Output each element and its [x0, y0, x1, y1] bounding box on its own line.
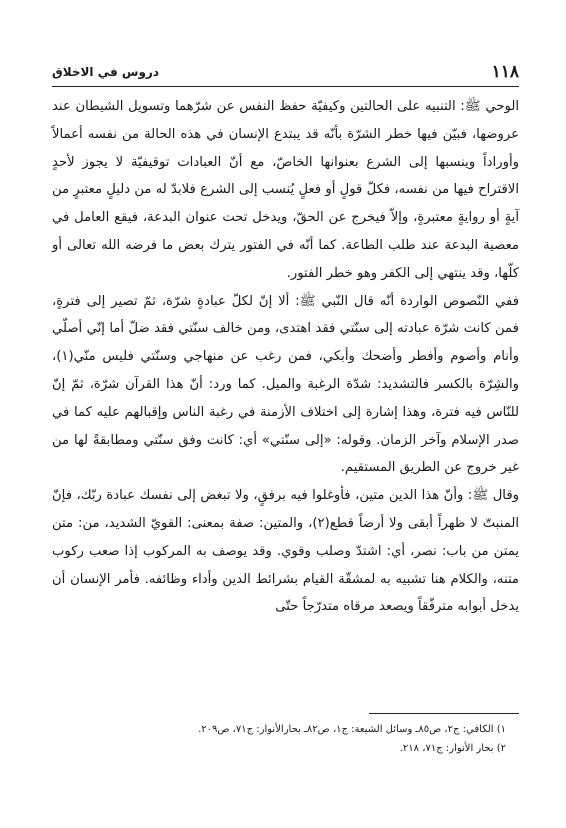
header-divider: [52, 86, 519, 87]
paragraph-3: وقال ﷺ: وأنّ هذا الدين متين، فأوغلوا فيه برفقٍ، ولا تبغض إلى نفسك عبادة ربّك، فإنّ المنبتّ لا ظهراً أبقى ولا أرضاً قطع(٢)، والمتين: صفة بمعنى: القويّ الشديد، من: متن يمتن من باب: نصر، أي: اشتدّ وصلب وقوي. وقد يوصف به المركوب إذا صعب ركوب متنه، والكلام هنا تشبيه به لمشقّة القيام بشرائط الدين وأداء وظائفه. فأمر الإنسان أن يدخل أبوابه مترفّقاً ويصعد مرقاه متدرّجاً حتّى: [52, 488, 520, 615]
footnote-2: ٢) بحار الأنوار: ج٧١، ٢١٨.: [399, 743, 506, 754]
paragraph-1: الوحي ﷺ: التنبيه على الحالتين وكيفيّة حفظ النفس عن شرّهما وتسويل الشيطان عند عروضها، فبيّن فيها خطر الشرّة بأنّه قد يبتدع الإنسان في هذه الحالة من نفسه أعمالاً وأوراداً وينسبها إلى الشرع بعنوانها الخاصّ، مع أنّ العبادات توقيفيّة لا يجوز لأحدٍ الاقتراح فيها من نفسه، فكلّ قولٍ أو فعلٍ يُنسب إلى الشرع فلابدّ له من دليلٍ معتبرٍ من آيةٍ أو روايةٍ معتبرةٍ، وإلاّ فيخرج عن الحقّ، ويدخل تحت عنوان البدعة، فيقع العامل في معصية البدعة عند طلب الطاعة. كما أنّه في الفتور يترك بعض ما فرضه الله تعالى أو كلّها، وقد ينتهي إلى الكفر وهو خطر الفتور.: [52, 99, 519, 281]
page-header: [52, 62, 519, 84]
body-text: [52, 93, 519, 621]
footnote-divider: [369, 713, 519, 714]
page-number: ١١٨: [491, 62, 519, 82]
paragraph-2: ففي النّصوص الواردة أنّه قال النّبي ﷺ: ألا إنّ لكلّ عبادةٍ شرّة، ثمّ تصير إلى فترةٍ، فمن كانت شرّة عبادته إلى سنّتي فقد اهتدى، ومن خالف سنّتي فقد ضلّ أما إنّي أصلّي وأنام وأصوم وأفطر وأضحك وأبكي، فمن رغب عن منهاجي وسنّتي فليس منّي(١)، والشِرّة بالكسر فالتشديد: شدّة الرغبة والميل. كما ورد: أنّ هذا القرآن شرّة، ثمّ إنّ للنّاس فيه فترة، وهذا إشارة إلى اختلاف الأزمنة في رغبة الناس وإقبالهم عليه كما في صدر الإسلام وآخر الزمان. وقوله: «إلى سنّتي» أي: كانت وفق سنّتي ومطابقةً لها من غير خروج عن الطريق المستقيم.: [52, 293, 519, 476]
footnotes: [52, 720, 506, 758]
running-title: دروس في الاخلاق: [52, 65, 159, 79]
footnote-1: ١) الكافي: ج٢، ص٨٥ـ وسائل الشيعة: ج١، ص٨٢ـ بحارالأنوار: ج٧١، ص٢٠٩.: [198, 724, 506, 735]
